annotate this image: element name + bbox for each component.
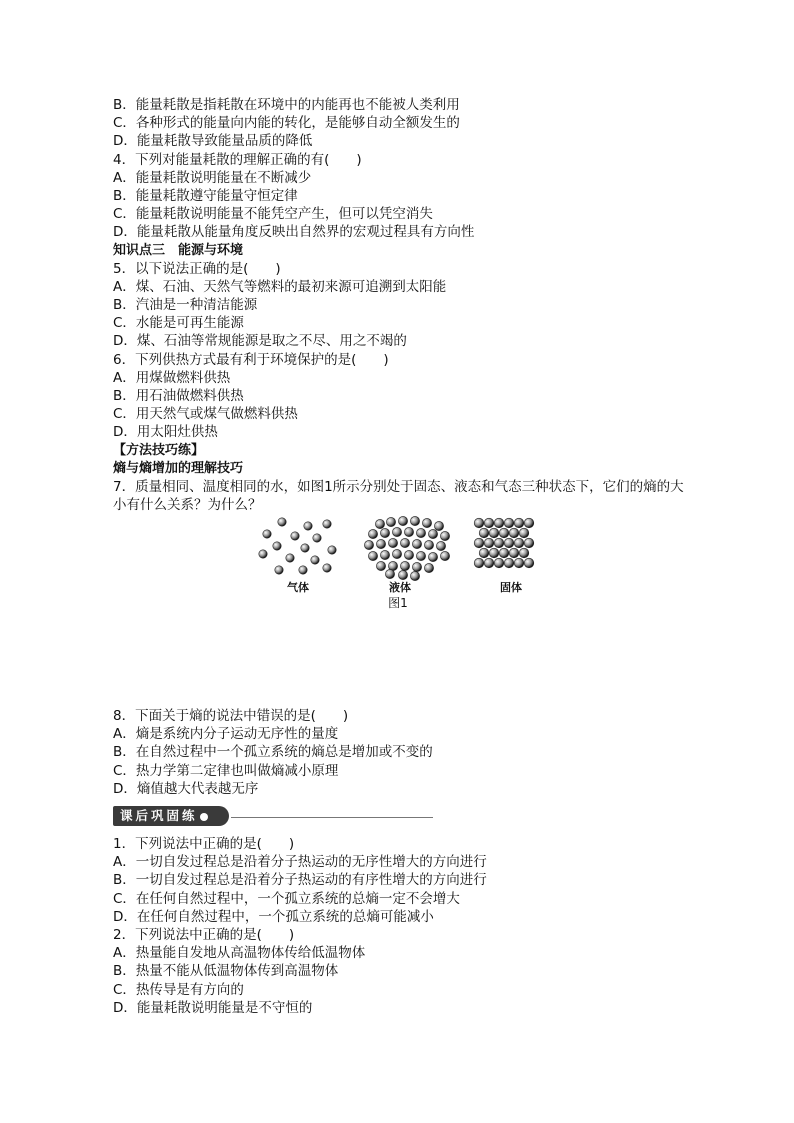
section-heading-knowledge-point-3: 知识点三 能源与环境 — [113, 242, 244, 258]
molecule — [323, 520, 331, 528]
section-heading-method: 【方法技巧练】 — [113, 442, 205, 458]
question-1-stem: 1．下列说法中正确的是( ) — [113, 836, 295, 852]
liquid-molecules — [364, 516, 449, 580]
question-4-stem: 4．下列对能量耗散的理解正确的有( ) — [113, 151, 362, 168]
molecule — [514, 538, 524, 548]
question-2-stem: 2．下列说法中正确的是( ) — [113, 926, 295, 943]
molecule — [404, 550, 413, 559]
question-8-stem: 8．下面关于熵的说法中错误的是( ) — [113, 708, 349, 724]
molecule — [428, 552, 437, 561]
molecule — [484, 518, 494, 528]
gas-molecules — [259, 518, 336, 574]
molecule — [489, 528, 499, 538]
figure-caption: 图1 — [388, 596, 408, 610]
molecule — [410, 516, 419, 525]
molecule — [424, 563, 433, 572]
text-line: C．热力学第二定律也叫做熵减小原理 — [113, 762, 339, 779]
figure-label-solid: 固体 — [500, 581, 522, 594]
molecule — [434, 521, 443, 530]
text-line: B．热量不能从低温物体传到高温物体 — [113, 963, 339, 980]
molecule — [311, 556, 319, 564]
molecule — [484, 558, 494, 568]
molecule — [509, 528, 519, 538]
molecule — [380, 550, 389, 559]
bullet-icon — [200, 813, 208, 821]
molecule — [514, 518, 524, 528]
molecule — [323, 564, 331, 572]
molecule — [375, 519, 384, 528]
molecule — [494, 518, 504, 528]
text-line: C．用天然气或煤气做燃料供热 — [113, 406, 298, 423]
divider — [231, 817, 433, 818]
text-line: C．在任何自然过程中，一个孤立系统的总熵一定不会增大 — [113, 890, 460, 907]
molecule — [328, 546, 336, 554]
molecule — [440, 531, 449, 540]
text-line: A．用煤做燃料供热 — [113, 369, 231, 386]
question-block-8 — [113, 707, 693, 798]
banner-label: 课后巩固练 — [113, 806, 229, 826]
molecule — [304, 522, 312, 530]
molecule — [386, 517, 395, 526]
molecule — [376, 561, 385, 570]
figure-1-states-of-matter — [255, 516, 545, 616]
text-line: C．各种形式的能量向内能的转化，是能够自动全额发生的 — [113, 115, 460, 132]
text-line: D．能量耗散导致能量品质的降低 — [113, 133, 313, 150]
molecule — [499, 548, 509, 558]
text-line: A．熵是系统内分子运动无序性的量度 — [113, 726, 339, 743]
molecule — [400, 561, 409, 570]
molecule — [428, 529, 437, 538]
molecule-diagram — [255, 516, 545, 586]
molecule — [392, 549, 401, 558]
molecule — [368, 529, 377, 538]
molecule — [509, 548, 519, 558]
question-6-stem: 6．下列供热方式最有利于环境保护的是( ) — [113, 351, 389, 368]
molecule — [259, 550, 267, 558]
molecule — [263, 530, 271, 538]
molecule — [424, 540, 433, 549]
text-line: B．能量耗散是指耗散在环境中的内能再也不能被人类利用 — [113, 97, 460, 113]
question-block-after-class — [113, 835, 693, 1017]
molecule — [474, 558, 484, 568]
text-line: C．能量耗散说明能量不能凭空产生，但可以凭空消失 — [113, 206, 433, 223]
molecule — [479, 528, 489, 538]
text-line: B．汽油是一种清洁能源 — [113, 297, 258, 314]
molecule — [275, 566, 283, 574]
molecule — [416, 528, 425, 537]
text-line: A．一切自发过程总是沿着分子热运动的无序性增大的方向进行 — [113, 854, 487, 871]
molecule — [278, 518, 286, 526]
molecule — [416, 551, 425, 560]
molecule — [524, 558, 534, 568]
text-line: C．热传导是有方向的 — [113, 981, 244, 998]
text-line: A．热量能自发地从高温物体传给低温物体 — [113, 945, 366, 962]
text-line: D．用太阳灶供热 — [113, 424, 218, 441]
molecule — [398, 516, 407, 525]
molecule — [422, 518, 431, 527]
molecule — [364, 540, 373, 549]
molecule — [524, 518, 534, 528]
molecule — [388, 538, 397, 547]
molecule — [299, 566, 307, 574]
molecule — [524, 538, 534, 548]
text-line: D．煤、石油等常规能源是取之不尽、用之不竭的 — [113, 333, 407, 350]
figure-label-liquid: 液体 — [389, 581, 411, 594]
molecule — [504, 558, 514, 568]
molecule — [286, 554, 294, 562]
molecule — [400, 538, 409, 547]
text-line: B．一切自发过程总是沿着分子热运动的有序性增大的方向进行 — [113, 872, 487, 889]
molecule — [385, 569, 394, 578]
molecule — [514, 558, 524, 568]
text-line: C．水能是可再生能源 — [113, 315, 244, 332]
question-7-stem: 7．质量相同、温度相同的水，如图1所示分别处于固态、液态和气态三种状态下，它们的熵的大小有什么关系？为什么？ — [113, 478, 684, 514]
molecule — [313, 534, 321, 542]
text-line: A．煤、石油、天然气等燃料的最初来源可追溯到太阳能 — [113, 278, 447, 295]
text-line: D．熵值越大代表越无序 — [113, 780, 259, 797]
text-line: B．在自然过程中一个孤立系统的熵总是增加或不变的 — [113, 744, 433, 761]
molecule — [273, 542, 281, 550]
molecule — [519, 548, 529, 558]
molecule — [301, 544, 309, 552]
molecule — [474, 538, 484, 548]
section-subtitle: 熵与熵增加的理解技巧 — [113, 460, 244, 476]
question-5-stem: 5．以下说法正确的是( ) — [113, 260, 281, 277]
molecule — [412, 562, 421, 571]
section-banner-after-class — [113, 806, 433, 826]
molecule — [368, 551, 377, 560]
solid-molecules — [474, 518, 534, 568]
molecule — [380, 528, 389, 537]
text-line: B．用石油做燃料供热 — [113, 388, 244, 404]
text-line: D．能量耗散从能量角度反映出自然界的宏观过程具有方向性 — [113, 224, 475, 241]
molecule — [479, 548, 489, 558]
figure-label-gas: 气体 — [287, 581, 309, 594]
molecule — [489, 548, 499, 558]
molecule — [494, 538, 504, 548]
molecule — [474, 518, 484, 528]
molecule — [519, 528, 529, 538]
question-block-3-4 — [113, 96, 693, 514]
molecule — [440, 551, 449, 560]
text-line: A．能量耗散说明能量在不断减少 — [113, 169, 312, 186]
molecule — [484, 538, 494, 548]
molecule — [404, 527, 413, 536]
molecule — [504, 538, 514, 548]
molecule — [504, 518, 514, 528]
text-line: B．能量耗散遵守能量守恒定律 — [113, 187, 298, 204]
molecule — [376, 539, 385, 548]
molecule — [436, 541, 445, 550]
molecule — [412, 539, 421, 548]
text-line: D．能量耗散说明能量是不守恒的 — [113, 999, 313, 1016]
molecule — [499, 528, 509, 538]
molecule — [392, 527, 401, 536]
text-line: D．在任何自然过程中，一个孤立系统的总熵可能减小 — [113, 908, 434, 925]
molecule — [291, 532, 299, 540]
molecule — [494, 558, 504, 568]
